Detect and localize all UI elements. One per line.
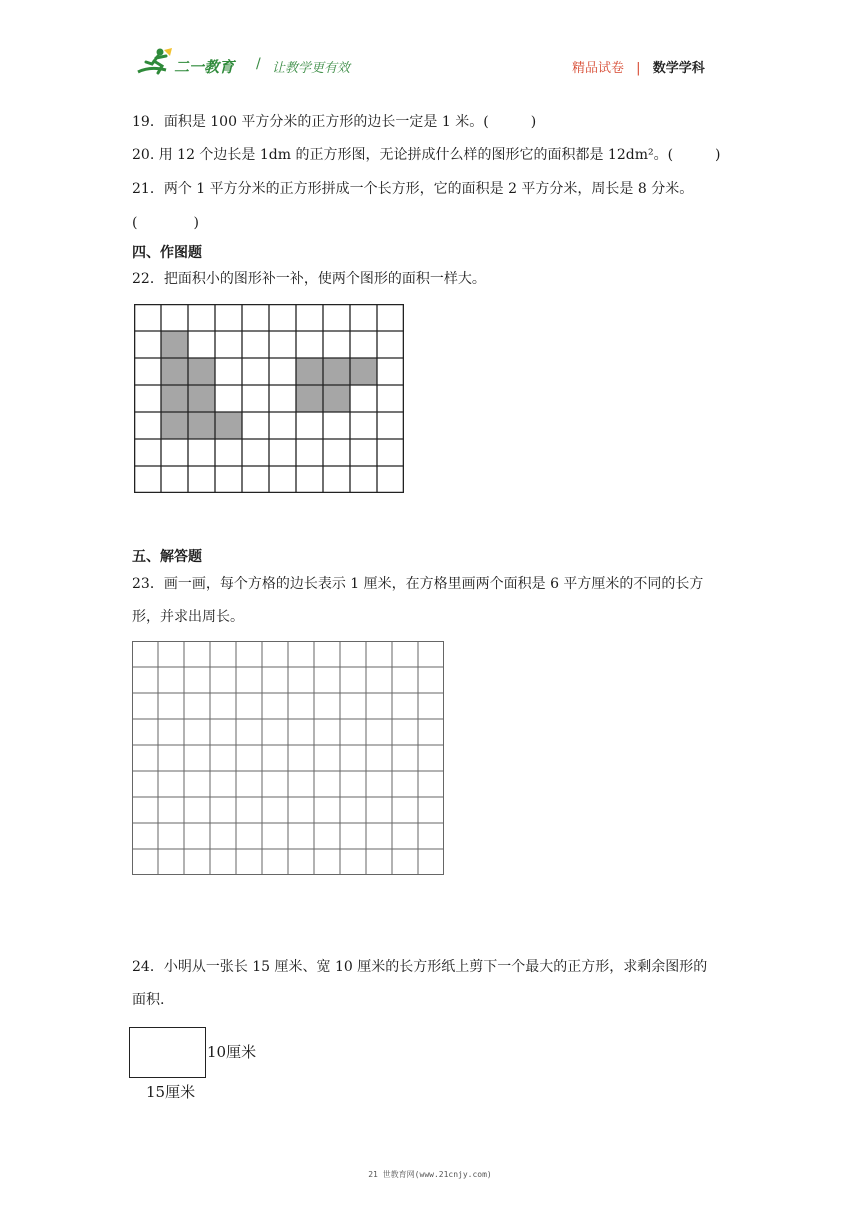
header-subject: 数学学科	[652, 61, 705, 76]
rectangle-width-label: 15厘米	[146, 1083, 196, 1101]
shaded-cell	[161, 331, 188, 358]
question-22: 22．把面积小的图形补一补，使两个图形的面积一样大。	[132, 271, 486, 287]
question-21-line2: ( )	[132, 215, 199, 231]
shaded-cell	[323, 358, 350, 385]
shaded-cell	[188, 412, 215, 439]
shaded-cell	[296, 385, 323, 412]
footer: 21 世教育网(www.21cnjy.com)	[368, 1170, 492, 1179]
rectangle-height-label: 10厘米	[207, 1043, 257, 1061]
header-right	[572, 57, 705, 76]
header-slash: /	[256, 56, 261, 72]
question-24-line1: 24．小明从一张长 15 厘米、宽 10 厘米的长方形纸上剪下一个最大的正方形，求剩余图形的	[132, 959, 708, 975]
question-24-line2: 面积.	[132, 992, 165, 1008]
header-slogan: 让教学更有效	[272, 61, 351, 76]
grid-q23	[132, 641, 448, 877]
running-person-logo-icon	[136, 46, 176, 78]
shaded-cell	[161, 358, 188, 385]
header	[0, 0, 860, 90]
grid-q22	[134, 304, 406, 496]
logo-text: 二一教育	[174, 58, 235, 76]
question-23-line2: 形，并求出周长。	[132, 609, 244, 625]
question-19: 19．面积是 100 平方分米的正方形的边长一定是 1 米。( )	[132, 114, 537, 130]
rectangle-figure	[129, 1027, 206, 1078]
shaded-cell	[323, 385, 350, 412]
section-heading-4: 四、作图题	[132, 245, 202, 261]
question-21-line1: 21．两个 1 平方分米的正方形拼成一个长方形，它的面积是 2 平方分米，周长是 8 分米。	[132, 181, 694, 197]
shaded-cell	[296, 358, 323, 385]
question-20: 20. 用 12 个边长是 1dm 的正方形图，无论拼成什么样的图形它的面积都是 12dm²。( )	[132, 147, 721, 163]
shaded-cell	[161, 412, 188, 439]
shaded-cell	[350, 358, 377, 385]
shaded-cell	[188, 358, 215, 385]
header-separator: |	[636, 61, 641, 76]
shaded-cell	[215, 412, 242, 439]
section-heading-5: 五、解答题	[132, 549, 202, 565]
shaded-cell	[188, 385, 215, 412]
shaded-cell	[161, 385, 188, 412]
header-exam-label: 精品试卷	[572, 61, 625, 76]
question-23-line1: 23．画一画，每个方格的边长表示 1 厘米，在方格里画两个面积是 6 平方厘米的不同的长方	[132, 576, 704, 592]
